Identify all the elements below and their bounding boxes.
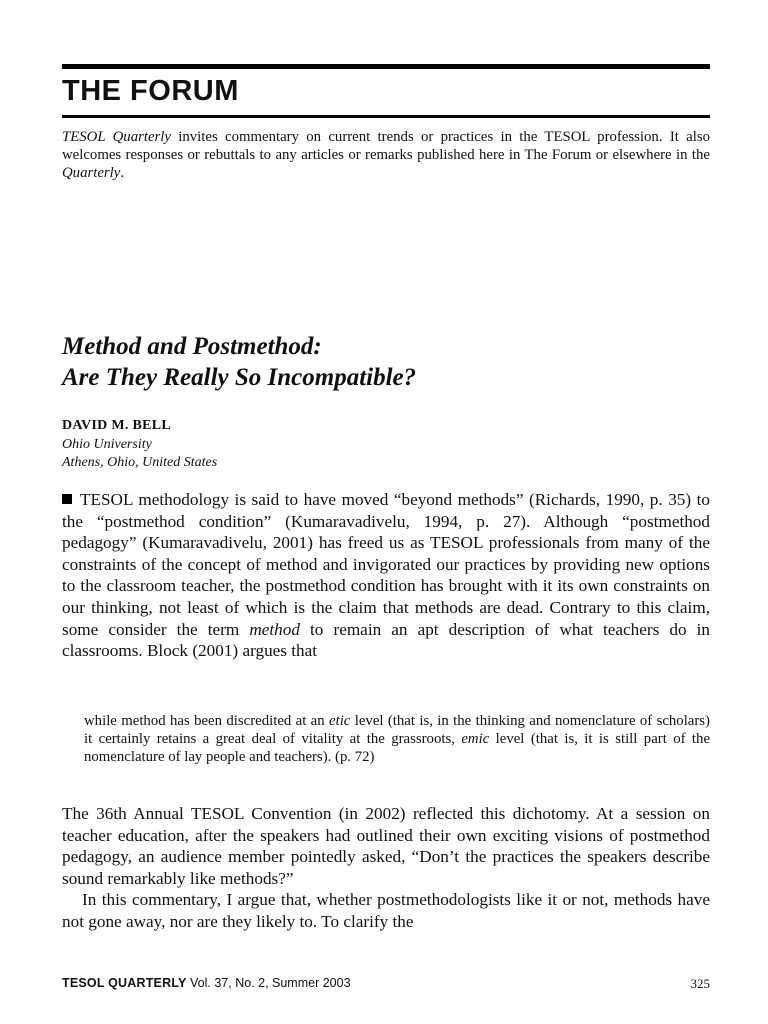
quote-text-b: level (that is, in the thinking and nomenclature of scholars) it certainly retains a great deal of vitality at the grassroots, (84, 713, 710, 747)
page-number: 325 (690, 976, 710, 991)
intro-text-b: . (120, 165, 125, 181)
affiliation-location: Athens, Ohio, United States (62, 454, 218, 470)
quarterly-italic: Quarterly (62, 165, 121, 181)
quote-text-c: level (that is, it is still part of the nomenclature of lay people and teachers). (p. 72) (84, 730, 711, 765)
block-quote (84, 713, 710, 766)
etic-italic: etic (329, 713, 351, 729)
black-square-icon (62, 494, 72, 504)
footer-journal: TESOL QUARTERLY (62, 976, 187, 990)
section-title: THE FORUM (62, 75, 239, 107)
intro-text-a: invites commentary on current trends or practices in the TESOL profession. It also welcomes responses or rebuttals to any articles or remarks published here in The Forum or elsewhere in the (62, 129, 710, 163)
author-affiliation (62, 436, 217, 471)
author-name: DAVID M. BELL (62, 418, 172, 433)
article-title-line2: Are They Really So Incompatible? (62, 364, 417, 391)
article-title-line1: Method and Postmethod: (62, 333, 322, 360)
method-italic: method (249, 619, 300, 639)
section-intro (62, 128, 710, 182)
body-paragraph-2: The 36th Annual TESOL Convention (in 2002) reflected this dichotomy. At a session on teacher education, after the speakers had outlined their own exciting visions of postmethod pedagogy, an audience member pointedly asked, “Don’t the practices the speakers describe sound remarkably like methods?” (62, 804, 710, 888)
journal-name-italic: TESOL Quarterly (62, 129, 171, 145)
article-title (62, 331, 416, 393)
quote-text-a: while method has been discredited at an (84, 713, 330, 729)
body-paragraph-3: In this commentary, I argue that, whether postmethodologists like it or not, methods have not gone away, nor are they likely to. To clarify the (62, 890, 710, 931)
p1-text-b: to remain an apt description of what teachers do in classrooms. Block (2001) argues that (62, 619, 710, 661)
body-paragraph-1 (62, 489, 710, 662)
emic-italic: emic (461, 730, 490, 747)
top-rule (62, 64, 710, 69)
affiliation-university: Ohio University (62, 437, 152, 452)
footer-issue: Vol. 37, No. 2, Summer 2003 (186, 976, 351, 990)
p1-text-a: TESOL methodology is said to have moved “beyond methods” (Richards, 1990, p. 35) to the “postmethod condition” (Kumaravadivelu, 1994, p. 27). Although “postmethod pedagogy” (Kumaravadivelu, 2001) has freed us as TESOL professionals from many of the constraints of the concept of method and invigorated our practices by providing new options to the classroom teacher, the postmethod condition has brought with it its own constraints on our thinking, not least of which is the claim that methods are dead. Contrary to this claim, some consider the term (62, 490, 710, 639)
title-rule (62, 115, 710, 118)
page-footer (62, 976, 710, 991)
